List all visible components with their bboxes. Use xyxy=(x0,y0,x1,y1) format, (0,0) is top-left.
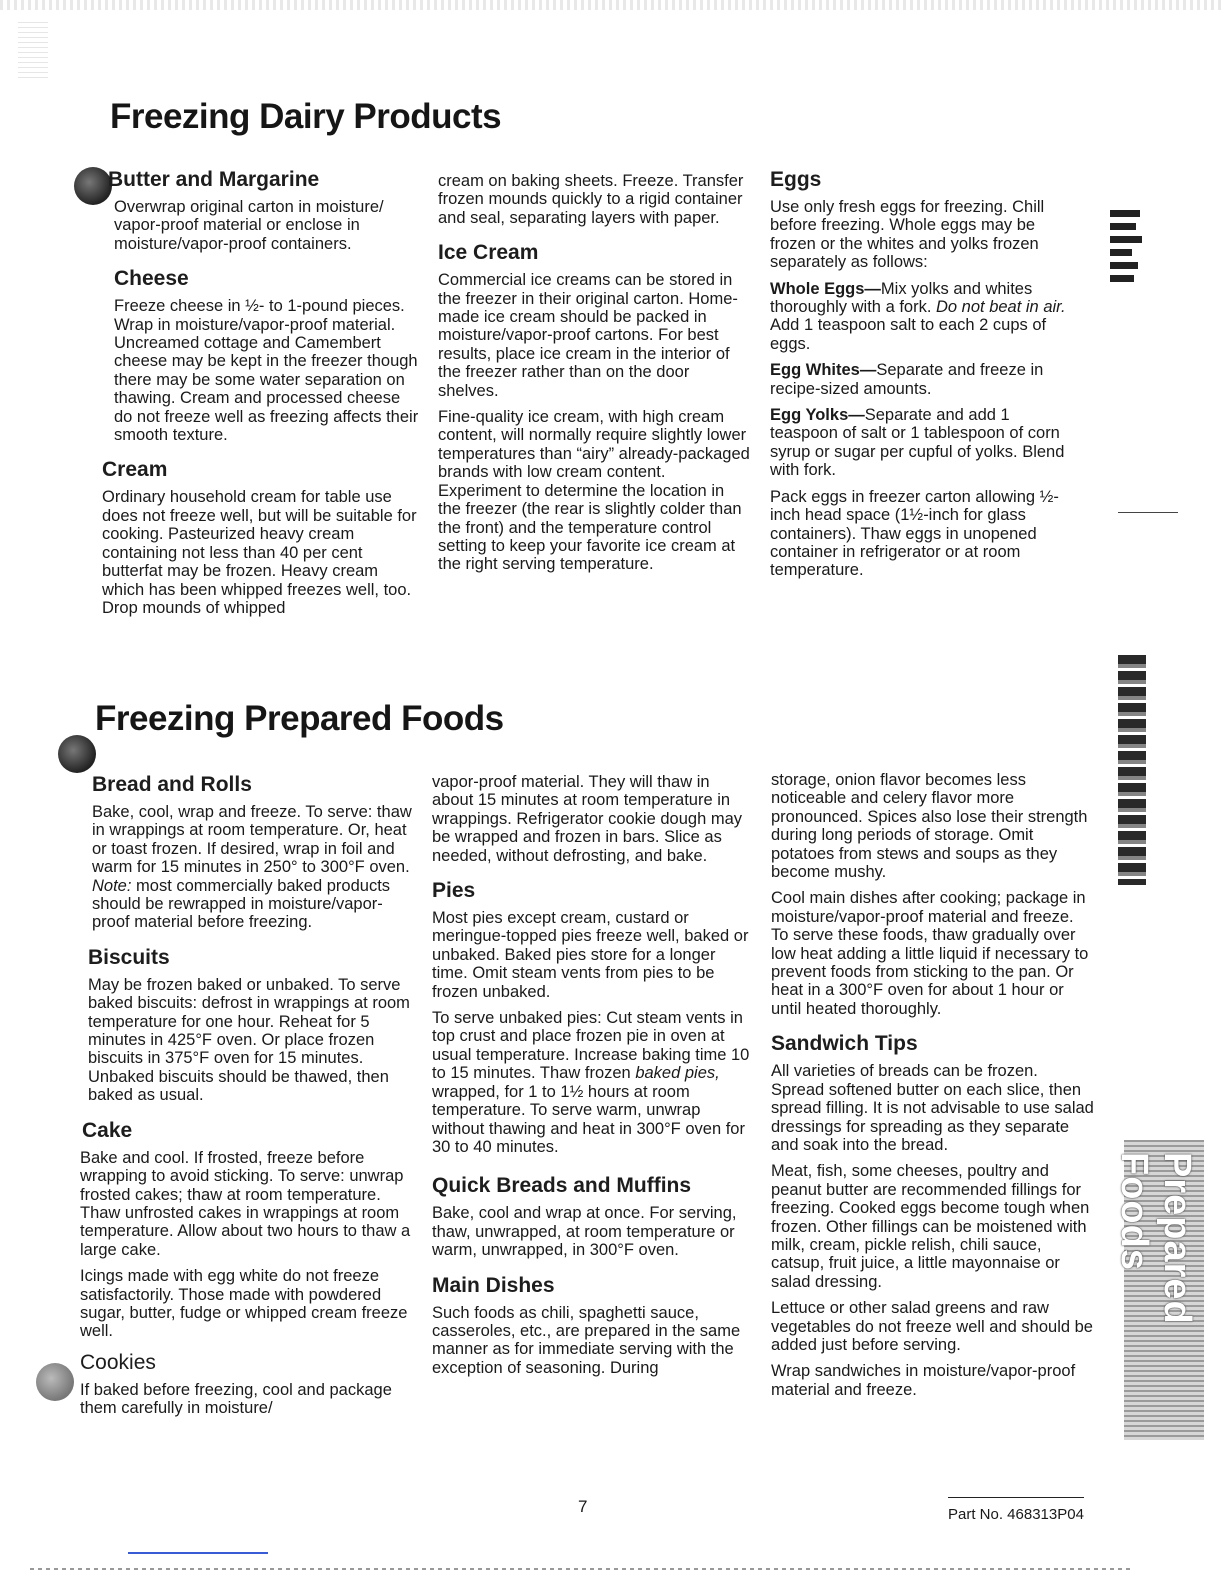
whole-eggs-tail: Add 1 teaspoon salt to each 2 cups of eggs. xyxy=(770,316,1047,353)
scan-artifact-left xyxy=(18,18,48,78)
bread-text xyxy=(80,803,412,932)
butter-heading: Butter and Margarine xyxy=(108,168,320,191)
page-number: 7 xyxy=(578,1497,588,1516)
sandwich-text-4: Wrap sandwiches in moisture/vapor-proof material and freeze. xyxy=(771,1362,1076,1399)
sandwich-heading: Sandwich Tips xyxy=(771,1032,918,1056)
dairy-column-1 xyxy=(102,168,420,625)
cookies-text-continued: vapor-proof material. They will thaw in about 15 minutes at room temperature in wrappings. Refrigerator cookie dough may be wrapped and frozen in bars. Slice as needed, without defrosting, and bake. xyxy=(432,773,742,865)
main-dishes-heading: Main Dishes xyxy=(432,1273,555,1297)
bread-note-text: most commercially baked products should be rewrapped in moisture/vapor-proof material before freezing. xyxy=(92,876,391,932)
scan-artifact-top xyxy=(0,0,1224,10)
main-dishes-text-continued: storage, onion flavor becomes less noticeable and celery flavor more pronounced. Spices also lose their strength during long periods of storage. Omit potatoes from stews and soups as they become mushy. xyxy=(771,771,1088,882)
egg-yolks-label: Egg Yolks— xyxy=(770,406,865,425)
bread-note-label: Note: xyxy=(92,876,132,895)
quick-breads-text: Bake, cool and wrap at once. For serving, thaw, unwrapped, at room temperature or warm, unwrapped, in 300°F oven. xyxy=(432,1204,737,1260)
pies-text-1: Most pies except cream, custard or meringue-topped pies freeze well, baked or unbaked. Baked pies store for a longer time. Omit steam vents from pies to be frozen unbaked. xyxy=(432,909,749,1001)
scan-artifact-bottom xyxy=(30,1568,1130,1570)
quick-breads-heading: Quick Breads and Muffins xyxy=(432,1174,692,1198)
ice-cream-text-2: Fine-quality ice cream, with high cream content, will normally require slightly lower temperatures than “airy” already-packaged brands with low cream content. Experiment to determine the location in the freezer (the rear is slightly colder than the front) and the temperature control setting to keep your favorite ice cream at the right serving temperature. xyxy=(438,408,750,574)
cheese-heading: Cheese xyxy=(114,267,189,291)
biscuits-heading: Biscuits xyxy=(88,945,170,969)
pies-heading: Pies xyxy=(432,879,476,903)
egg-whites-label: Egg Whites— xyxy=(770,361,877,380)
cookies-heading: Cookies xyxy=(80,1350,156,1374)
bread-body: Bake, cool, wrap and freeze. To serve: thaw in wrappings at room temperature. Or, heat or toast frozen. If desired, wrap in foil and warm for 15 minutes in 250° to 300°F oven. xyxy=(92,803,412,877)
ice-cream-heading: Ice Cream xyxy=(438,241,539,265)
margin-rule xyxy=(1118,512,1178,513)
main-dishes-text-1: Such foods as chili, spaghetti sauce, casseroles, etc., are prepared in the same manner as for immediate serving with the exception of seasoning. During xyxy=(432,1303,741,1377)
sandwich-text-1: All varieties of breads can be frozen. Spread softened butter on each slice, then spread filling. It is not advisable to use salad dressings for spreading as they separate and soak into the bread. xyxy=(771,1062,1094,1154)
egg-whites-body: Separate and freeze in recipe-sized amounts. xyxy=(770,361,1044,398)
part-number: Part No. 468313P04 xyxy=(948,1497,1084,1523)
ice-cream-text-1: Commercial ice creams can be stored in the freezer in their original carton. Home-made ice cream should be packed in moisture/vapor-proof cartons. For best results, place ice cream in the interior of the freezer rather than on the door shelves. xyxy=(438,271,738,400)
eggs-intro: Use only fresh eggs for freezing. Chill before freezing. Whole eggs may be frozen or the whites and yolks frozen separately as follows: xyxy=(770,198,1045,272)
sandwich-text-3: Lettuce or other salad greens and raw vegetables do not freeze well and should be added just before serving. xyxy=(771,1299,1093,1354)
prepared-column-1 xyxy=(80,773,412,1426)
whole-eggs-emphasis: Do not beat in air. xyxy=(936,298,1066,317)
dairy-column-2 xyxy=(438,172,750,582)
cream-text-continued: cream on baking sheets. Freeze. Transfer frozen mounds quickly to a rigid container and seal, separating layers with paper. xyxy=(438,172,744,227)
dairy-title: Freezing Dairy Products xyxy=(110,97,502,136)
egg-yolks-body: Separate and add 1 teaspoon of salt or 1 tablespoon of corn syrup or sugar per cupful of yolks. Blend with fork. xyxy=(770,406,1065,480)
main-dishes-text-2: Cool main dishes after cooking; package in moisture/vapor-proof material and freeze. To serve these foods, thaw gradually over low heat adding a little liquid if necessary to prevent foods from sticking to the pan. Or heat in a 300°F oven for about 1 hour or until heated thoroughly. xyxy=(771,889,1089,1018)
whole-eggs-body: Mix yolks and whites thoroughly with a fork. xyxy=(770,279,1033,317)
prepared-column-3 xyxy=(771,771,1095,1407)
whole-eggs-label: Whole Eggs— xyxy=(770,279,881,298)
eggs-pack-text: Pack eggs in freezer carton allowing ½-inch head space (1½-inch for glass containers). Thaw eggs in unopened container in refrigerator or at room temperature. xyxy=(770,487,1059,580)
pies-text-2a: To serve unbaked pies: Cut steam vents in top crust and place frozen pie in oven at usual temperature. Increase baking time 10 to 15 minutes. Thaw frozen xyxy=(432,1009,750,1083)
side-tab-marks xyxy=(1118,655,1146,885)
bottom-rule xyxy=(128,1552,268,1554)
eggs-heading: Eggs xyxy=(770,168,822,191)
prepared-column-2 xyxy=(432,773,750,1385)
cake-text-1: Bake and cool. If frosted, freeze before wrapping to avoid sticking. To serve: unwrap frosted cakes; thaw at room temperature. Thaw unfrosted cakes in wrappings at room temperature. Allow about two hours to thaw a large cake. xyxy=(80,1148,411,1259)
margin-marks xyxy=(1110,210,1150,305)
sandwich-text-2: Meat, fish, some cheeses, poultry and peanut butter are recommended fillings for freezing. Cooked eggs become tough when frozen. Other fillings can be moistened with milk, cream, pickle relish, chili sauce, catsup, fruit juice, a little mayonnaise or salad dressing. xyxy=(771,1162,1090,1291)
bread-heading: Bread and Rolls xyxy=(92,773,252,796)
cake-heading: Cake xyxy=(82,1118,133,1142)
prepared-title: Freezing Prepared Foods xyxy=(95,699,504,738)
biscuits-text: May be frozen baked or unbaked. To serve baked biscuits: defrost in wrappings at room temperature for one hour. Reheat for 5 minutes in 425°F oven. Or place frozen biscuits in 375°F oven for 15 minutes. Unbaked biscuits should be thawed, then baked as usual. xyxy=(88,975,410,1105)
egg-yolks-text xyxy=(770,406,1080,480)
pies-text-emphasis: baked pies, xyxy=(635,1064,720,1083)
side-tab-label: Prepared Foods xyxy=(1113,1152,1198,1325)
whole-eggs-text xyxy=(770,280,1080,354)
cheese-text: Freeze cheese in ½- to 1-pound pieces. Wrap in moisture/vapor-proof material. Uncreamed cottage and Camembert cheese may be kept in the freezer though there may be some water separation on thawing. Cream and processed cheese do not freeze well as freezing affects their smooth texture. xyxy=(114,297,419,445)
egg-whites-text xyxy=(770,361,1080,398)
cream-text: Ordinary household cream for table use does not freeze well, but will be suitable for cooking. Pasteurized heavy cream containing not less than 40 per cent butterfat may be frozen. Heavy cream which has been whipped freezes well, too. Drop mounds of whipped xyxy=(102,488,417,617)
cream-heading: Cream xyxy=(102,458,168,482)
section-bullet-icon xyxy=(36,1363,74,1401)
dairy-column-3 xyxy=(770,168,1080,588)
pies-text-2 xyxy=(432,1009,750,1156)
cake-text-2: Icings made with egg white do not freeze satisfactorily. Those made with powdered sugar, butter, fudge or whipped cream freeze well. xyxy=(80,1267,408,1341)
cookies-text: If baked before freezing, cool and package them carefully in moisture/ xyxy=(80,1380,392,1418)
pies-text-2b: wrapped, for 1 to 1½ hours at room temperature. To serve warm, unwrap without thawing and heat in 300°F oven for 30 to 40 minutes. xyxy=(432,1082,745,1156)
section-bullet-icon xyxy=(58,735,96,773)
butter-text: Overwrap original carton in moisture/ vapor-proof material or enclose in moisture/vapor-proof containers. xyxy=(114,198,384,253)
